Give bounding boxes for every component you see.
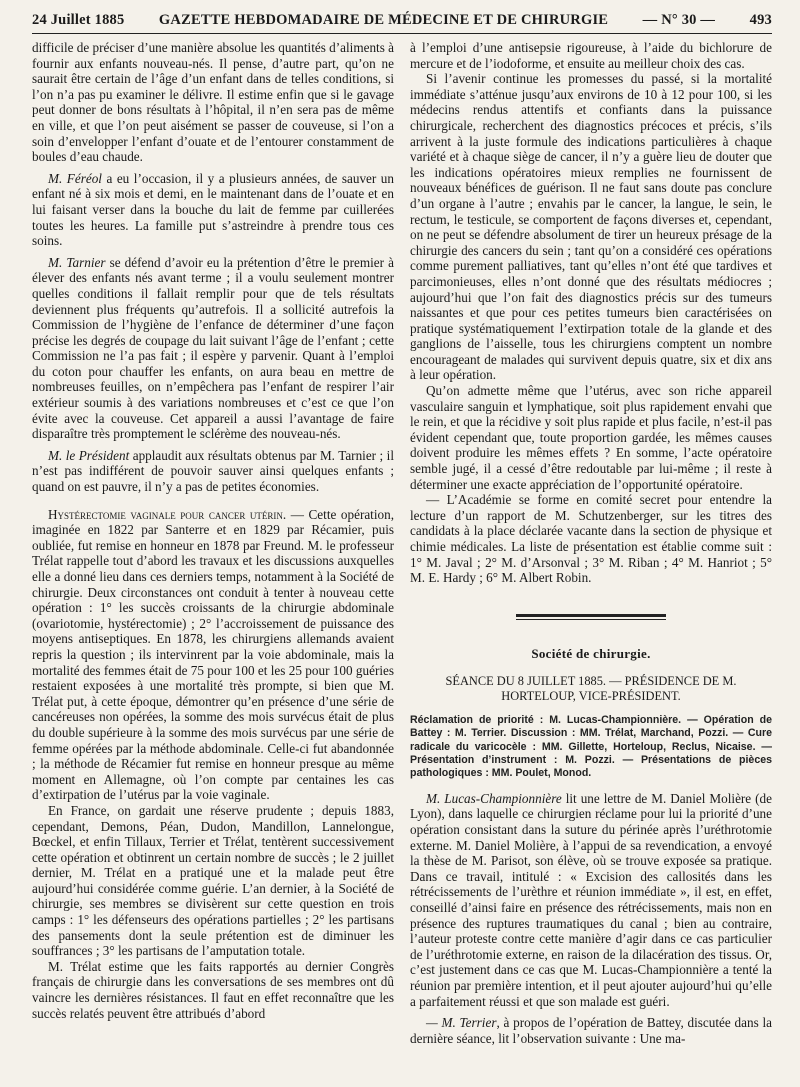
paragraph: M. Trélat estime que les faits rapportés au dernier Congrès français de chirurgie dans les conversations de ses membres ont dû vaincre les dernières résistances. Il faut en effet reconnaître que les succès relatés peuvent être attribués d’abord — [32, 958, 394, 1021]
right-column — [410, 40, 772, 1046]
speaker-name: — M. Terrier — [426, 1015, 497, 1031]
header-number: — N° 30 — — [642, 12, 716, 28]
paragraph: Hystérectomie vaginale pour cancer utérin. — Cette opération, imaginée en 1822 par Santerre et en 1829 par Récamier, puis oubliée, fut remise en honneur en 1878 par Freund. M. le professeur Trélat rappelle tout d’abord les travaux et les discussions auxquelles elle a donné lieu dans ces derniers temps, notamment à la Société de chirurgie. Deux circonstances ont conduit à tenter à nouveau cette opération : 1° les succès croissants de la chirurgie abdominale (ovariotomie, hystérectomie) ; 2° l’accroissement de puissance des moyens antiseptiques. En 1878, les chirurgiens allemands avaient repris la question ; ils intervinrent par la voie abdominale, mais la mortalité des femmes était de 75 pour 100 et les 25 pour 100 guéries restaient exposées à une mortalité très prompte, si bien que M. Trélat put, à cette époque, démontrer qu’en présence d’une série de cancéreuses non opérées, la somme des mois survécus était de plus du double supérieure à la somme des mois survécus par une série de femme opérées par la méthode abdominale. Celle-ci fut abandonnée ; la méthode de Récamier fut remise en honneur presque au même moment en Allemagne, où l’on compte par centaines les cas d’extirpation de l’utérus par la voie vaginale. — [32, 506, 394, 803]
paragraph: M. Lucas-Championnière lit une lettre de M. Daniel Molière (de Lyon), dans laquelle ce chirurgien réclame pour lui la priorité d’une opération consistant dans la suture du périnée après l’uréthrotomie externe. M. Daniel Molière, à l’appui de sa revendication, a envoyé la thèse de M. Parisot, son élève, où se trouve exposée sa pratique. Dans ce travail, intitulé : « Excision des callosités dans les rétrécissements de l’urèthre et réunion immédiate », il est, en effet, conseillé d’ainsi faire en présence des rétrécissements, mais non en présence des ruptures traumatiques du canal ; bien au contraire, l’auteur proteste contre cette manière d’agir dans ce cas particulier de l’uréthrotomie externe, en raison de la dilacération des tissus. Or, c’est justement dans ce cas que M. Lucas-Championnière a tenté la réunion par première intention, et il peut ajouter aujourd’hui qu’elle a parfaitement réussi et que son malade est guéri. — [410, 790, 772, 1009]
paragraph: Si l’avenir continue les promesses du passé, si la mortalité immédiate s’atténue jusqu’aux environs de 10 à 12 pour 100, si les médecins rendus attentifs et confiants dans la puissance chirurgicale, recherchent des diagnostics précoces et précis, s’ils arrivent à la juste formule des indications particulières à chaque variété et à chaque siège de cancer, il n’y a guère lieu de douter que les indications opératoires mieux remplies ne fournissent de nouveaux bénéfices de guérison. Il ne faut sans doute pas conclure d’un organe à l’autre ; envahis par le cancer, la langue, le sein, le rectum, le testicule, se comportent de façons diverses et, cependant, on ne peut se défendre absolument de tirer un heureux présage de la chirurgie des cancers du sein ; tant qu’on a considéré ces opérations comme purement palliatives, tant qu’elles n’ont été que tardives et parcimonieuses, elles n’ont donné que des résultats médiocres ; aujourd’hui que l’on fait des diagnostics précis sur des tumeurs naissantes et que pour ces petites tumeurs bien caractérisées on pratique systématiquement l’extirpation totale de la glande et des ganglions de l’aisselle, tous les chirurgiens comptent un nombre encourageant de malades qui survivent depuis quatre, six et dix ans à leur opération. — [410, 71, 772, 383]
two-column-body — [32, 40, 772, 1046]
paragraph: En France, on gardait une réserve prudente ; depuis 1883, cependant, Demons, Péan, Dudon, Mandillon, Lannelongue, Bœckel, et enfin Tillaux, Terrier et Trélat, tentèrent successivement cette opération et obtinrent un certain nombre de succès ; le 2 juillet dernier, M. Trélat en a pratiqué une et la malade peut être aujourd’hui considérée comme guérie. L’an dernier, à la Société de chirurgie, ses membres se divisèrent sur cette question en trois camps : 1° les défenseurs des opérations partielles ; 2° les partisans des pansements dont la seule prétention est de diminuer les souffrances ; 3° les partisans de l’amputation totale. — [32, 802, 394, 959]
speaker-name: M. Tarnier — [48, 254, 106, 270]
paragraph: — M. Terrier, à propos de l’opération de Battey, discutée dans la dernière séance, lit l’observation suivante : Une ma- — [410, 1015, 772, 1046]
left-column — [32, 40, 394, 1046]
session-summary: Réclamation de priorité : M. Lucas-Championnière. — Opération de Battey : M. Terrier. Discussion : MM. Trélat, Marchand, Pozzi. — Cure radicale du varicocèle : MM. Gillette, Horteloup, Reclus, Nicaise. — Présentation d’instrument : M. Pozzi. — Présentations de pièces pathologiques : MM. Poulet, Monod. — [410, 713, 772, 780]
speaker-name: M. le Président — [48, 447, 130, 463]
header-title: GAZETTE HEBDOMADAIRE DE MÉDECINE ET DE CHIRURGIE — [158, 12, 609, 28]
paragraph: Qu’on admette même que l’utérus, avec son riche appareil vasculaire sanguin et lymphatique, soit plus rapidement envahi que le rein, et que la récidive y soit plus rapide et plus facile, n’est-il pas évident cependant que, toute proportion gardée, les mêmes causes doivent produire les mêmes effets ? En somme, l’acte opératoire semble jugé, il a cessé d’être redoutable par lui-même ; il reste à déterminer une exacte appréciation de l’opportunité opératoire. — [410, 383, 772, 492]
paragraph: difficile de préciser d’une manière absolue les quantités d’aliments à fournir aux enfants nouveau-nés. Il pense, d’autre part, qu’on ne saurait être certain de l’âge d’un enfant dans de telles conditions, si l’on n’a pas pu examiner le délivre. Il estime enfin que si le gavage peut donner de bons résultats à l’hôpital, il n’en sera pas de même en ville, et que l’on peut aisément se passer de couveuse, si l’on a soin d’envelopper l’enfant d’ouate et de l’entourer constamment de boules d’eau chaude. — [32, 40, 394, 165]
speaker-name: M. Féréol — [48, 170, 102, 186]
society-title: Société de chirurgie. — [531, 645, 651, 661]
header-page-number: 493 — [749, 12, 772, 28]
section-divider — [516, 614, 666, 620]
section-heading: Hystérectomie vaginale pour cancer utérin. — [48, 506, 287, 522]
paragraph: — L’Académie se forme en comité secret pour entendre la lecture d’un rapport de M. Schutzenberger, sur les titres des candidats à la place déclarée vacante dans la section de physique et chimie médicales. La liste de présentation est établie comme suit : 1° M. Javal ; 2° M. d’Arsonval ; 3° M. Riban ; 4° M. Hanriot ; 5° M. E. Hardy ; 6° M. Albert Robin. — [410, 492, 772, 586]
paragraph: M. le Président applaudit aux résultats obtenus par M. Tarnier ; il n’est pas indifférent de pouvoir sauver ainsi quelques enfants ; quand on est pauvre, il n’y a pas de petites économies. — [32, 447, 394, 495]
header-date: 24 Juillet 1885 — [32, 12, 125, 28]
running-header — [32, 12, 772, 34]
paragraph: à l’emploi d’une antisepsie rigoureuse, à l’aide du bichlorure de mercure et de l’iodoforme, et ensuite au meilleur choix des cas. — [410, 40, 772, 71]
paragraph: M. Féréol a eu l’occasion, il y a plusieurs années, de sauver un enfant né à six mois et demi, en le maintenant dans de l’ouate et en lui faisant verser dans la bouche du lait de femme par cuillerées toutes les heures. La famille put s’astreindre à prendre tous ces soins. — [32, 170, 394, 249]
speaker-name: M. Lucas-Championnière — [426, 790, 562, 806]
session-heading: SÉANCE DU 8 JUILLET 1885. — PRÉSIDENCE DE M. HORTELOUP, VICE-PRÉSIDENT. — [445, 673, 737, 703]
paragraph: M. Tarnier se défend d’avoir eu la prétention d’être le premier à élever des enfants nés avant terme ; il a voulu seulement montrer quelles conditions il fallait remplir pour que de tels résultats deviennent plus fréquents qu’autrefois. Il a sollicité autrefois la Commission de l’hygiène de l’enfance de déterminer d’une façon précise les degrés de coupage du lait suivant l’âge de l’enfant ; cette Commission ne l’a pas fait ; il espère y parvenir. Quant à l’emploi du coton pour chauffer les enfants, on aura beau en mettre de nombreuses feuilles, on n’empêchera pas l’enfant de respirer l’air extérieur soumis à des variations nombreuses et c’est ce que l’on évite avec la couveuse. Cet appareil a aussi l’avantage de faire disparaître très promptement le sclérème des nouveau-nés. — [32, 254, 395, 442]
